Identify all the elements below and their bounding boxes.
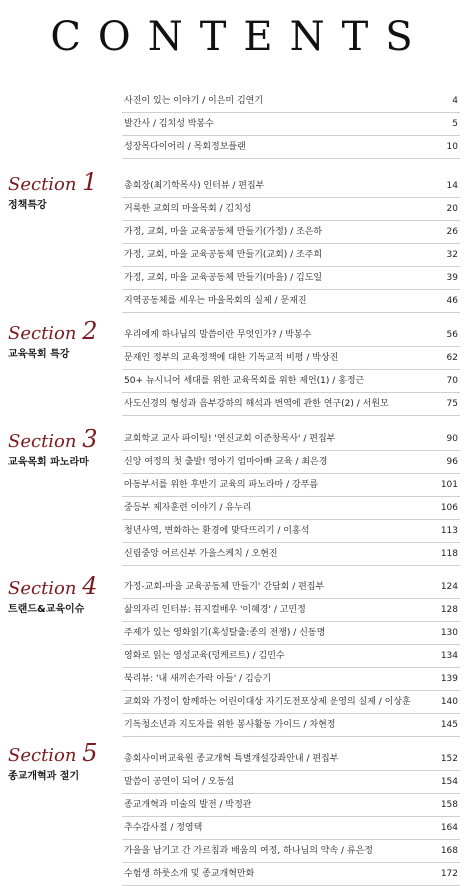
toc-page: 46 bbox=[446, 296, 458, 306]
section-subtitle: 정책특강 bbox=[8, 200, 47, 211]
section-heading-4 bbox=[8, 572, 118, 615]
toc-title: 기독청소년과 지도자를 위한 봉사활동 가이드 / 차현정 bbox=[124, 720, 336, 730]
toc-row[interactable] bbox=[122, 794, 460, 817]
toc-row[interactable] bbox=[122, 221, 460, 244]
page-title: CONTENTS bbox=[50, 14, 430, 60]
toc-page: 4 bbox=[452, 96, 458, 106]
toc-row[interactable] bbox=[122, 599, 460, 622]
toc-row[interactable] bbox=[122, 290, 460, 313]
toc-page: 101 bbox=[440, 480, 458, 490]
toc-page: 14 bbox=[446, 181, 458, 191]
toc-page: 113 bbox=[440, 526, 458, 536]
toc-title: 50+ 뉴시니어 세대를 위한 교육목회를 위한 제언(1) / 홍정근 bbox=[124, 376, 365, 386]
toc-row[interactable] bbox=[122, 198, 460, 221]
toc-title: 지역공동체를 세우는 마을목회의 실제 / 문재진 bbox=[124, 296, 307, 306]
toc-title: 아동부서를 위한 후반기 교육의 파노라마 / 강푸름 bbox=[124, 480, 319, 490]
toc-page: 164 bbox=[440, 823, 458, 833]
toc-page: 5 bbox=[452, 119, 458, 129]
toc-title: 가정, 교회, 마을 교육공동체 만들기(교회) / 조주희 bbox=[124, 250, 323, 260]
toc-row[interactable] bbox=[122, 136, 460, 159]
toc-title: 성장목다이어리 / 목회정보플랜 bbox=[124, 142, 246, 152]
toc-title: 영화로 읽는 영성교육(덩케르트) / 김민수 bbox=[124, 651, 285, 661]
toc-title: 수험생 하룻소개 및 종교개혁만화 bbox=[124, 869, 255, 879]
toc-title: 가정-교회-마을 교육공동체 만들기' 간담회 / 편집부 bbox=[124, 582, 325, 592]
toc-title: 교회와 가정이 함께하는 어린이대상 자기도전포상제 운영의 실제 / 이상훈 bbox=[124, 697, 411, 707]
toc-page: 172 bbox=[440, 869, 458, 879]
section-subtitle: 교육목회 특강 bbox=[8, 349, 70, 360]
toc-row[interactable] bbox=[122, 645, 460, 668]
section-subtitle: 트랜드&교육이슈 bbox=[8, 604, 85, 615]
toc-row[interactable] bbox=[122, 244, 460, 267]
section-label: Section 2 bbox=[8, 317, 98, 345]
toc-title: 총회사이버교육원 종교개혁 특별개설강좌안내 / 편집부 bbox=[124, 754, 339, 764]
toc-page: 168 bbox=[440, 846, 458, 856]
toc-title: 신앙 여정의 첫 출발! 영아기 엄마아빠 교육 / 최은경 bbox=[124, 457, 328, 467]
toc-title: 주제가 있는 영화읽기(혹성탈출:종의 전쟁) / 신동명 bbox=[124, 628, 326, 638]
toc-page: 62 bbox=[446, 353, 458, 363]
toc-page: 20 bbox=[446, 204, 458, 214]
toc-page: 56 bbox=[446, 330, 458, 340]
toc-title: 삶의자리 인터뷰: 뮤지컬배우 '이혜경' / 고민정 bbox=[124, 605, 306, 615]
toc-title: 거룩한 교회의 마을목회 / 김치성 bbox=[124, 204, 252, 214]
toc-row[interactable] bbox=[122, 691, 460, 714]
toc-row[interactable] bbox=[122, 668, 460, 691]
toc-page: 140 bbox=[440, 697, 458, 707]
toc-row[interactable] bbox=[122, 324, 460, 347]
toc-page: 118 bbox=[440, 549, 458, 559]
toc-page: 106 bbox=[440, 503, 458, 513]
toc-row[interactable] bbox=[122, 520, 460, 543]
toc-page: 124 bbox=[440, 582, 458, 592]
toc-row[interactable] bbox=[122, 863, 460, 886]
toc-title: 신림중앙 어르신부 가을스케치 / 오현진 bbox=[124, 549, 278, 559]
toc-title: 교회학교 교사 파이팅! '연신교회 이준창목사' / 편집부 bbox=[124, 434, 336, 444]
toc-row[interactable] bbox=[122, 714, 460, 737]
toc-title: 총회장(최기학목사) 인터뷰 / 편집부 bbox=[124, 181, 265, 191]
toc-title: 청년사역, 변화하는 환경에 맞닥뜨리기 / 이홍석 bbox=[124, 526, 310, 536]
toc-title: 가정, 교회, 마을 교육공동체 만들기(가정) / 조은하 bbox=[124, 227, 323, 237]
toc-title: 말씀이 공연이 되어 / 오동섭 bbox=[124, 777, 235, 787]
toc-title: 문재인 정부의 교육정책에 대한 기독교적 비평 / 박상진 bbox=[124, 353, 339, 363]
toc-page: 96 bbox=[446, 457, 458, 467]
toc-row[interactable] bbox=[122, 497, 460, 520]
toc-title: 가정, 교회, 마을 교육공동체 만들기(마을) / 김도일 bbox=[124, 273, 323, 283]
section-heading-1 bbox=[8, 168, 118, 211]
toc-title: 사도신경의 형성과 음부강하의 해석과 번역에 관한 연구(2) / 서원모 bbox=[124, 399, 389, 409]
toc-row[interactable] bbox=[122, 267, 460, 290]
toc-row[interactable] bbox=[122, 622, 460, 645]
toc-page: 26 bbox=[446, 227, 458, 237]
toc-page: 152 bbox=[440, 754, 458, 764]
toc-row[interactable] bbox=[122, 90, 460, 113]
section-label: Section 5 bbox=[8, 739, 98, 767]
toc-page: 130 bbox=[440, 628, 458, 638]
toc-row[interactable] bbox=[122, 175, 460, 198]
section-label: Section 1 bbox=[8, 168, 98, 196]
toc-page: 158 bbox=[440, 800, 458, 810]
toc-page: 32 bbox=[446, 250, 458, 260]
toc-row[interactable] bbox=[122, 576, 460, 599]
toc-row[interactable] bbox=[122, 748, 460, 771]
section-label: Section 4 bbox=[8, 572, 98, 600]
section-heading-5 bbox=[8, 739, 118, 782]
toc-row[interactable] bbox=[122, 428, 460, 451]
toc-page: 75 bbox=[446, 399, 458, 409]
toc-row[interactable] bbox=[122, 347, 460, 370]
toc-row[interactable] bbox=[122, 474, 460, 497]
toc-title: 북리뷰: '내 새끼손가락 아들' / 김승기 bbox=[124, 674, 272, 684]
toc-page: 39 bbox=[446, 273, 458, 283]
section-subtitle: 종교개혁과 절기 bbox=[8, 771, 80, 782]
toc-page: 134 bbox=[440, 651, 458, 661]
toc-row[interactable] bbox=[122, 393, 460, 416]
toc-page: 10 bbox=[446, 142, 458, 152]
toc-row[interactable] bbox=[122, 817, 460, 840]
toc-row[interactable] bbox=[122, 771, 460, 794]
toc-page: 70 bbox=[446, 376, 458, 386]
toc-row[interactable] bbox=[122, 543, 460, 566]
toc-page: 90 bbox=[446, 434, 458, 444]
section-label: Section 3 bbox=[8, 425, 98, 453]
toc-row[interactable] bbox=[122, 113, 460, 136]
toc-row[interactable] bbox=[122, 370, 460, 393]
toc-page: 145 bbox=[440, 720, 458, 730]
toc-title: 추수감사절 / 정영택 bbox=[124, 823, 203, 833]
toc-title: 우리에게 하나님의 말씀이란 무엇인가? / 박봉수 bbox=[124, 330, 312, 340]
toc-title: 발간사 / 김치성 박봉수 bbox=[124, 119, 214, 129]
toc-row[interactable] bbox=[122, 451, 460, 474]
section-subtitle: 교육목회 파노라마 bbox=[8, 457, 89, 468]
section-heading-3 bbox=[8, 425, 118, 468]
toc-title: 가을을 남기고 간 가르침과 배움의 여정, 하나님의 약속 / 류은정 bbox=[124, 846, 373, 856]
toc-title: 중등부 제자훈련 이야기 / 유누리 bbox=[124, 503, 252, 513]
toc-page: 139 bbox=[440, 674, 458, 684]
toc-title: 사진이 있는 이야기 / 이은미 김연기 bbox=[124, 96, 264, 106]
toc-title: 종교개혁과 미술의 발전 / 박정관 bbox=[124, 800, 252, 810]
toc-page: 154 bbox=[440, 777, 458, 787]
section-heading-2 bbox=[8, 317, 118, 360]
toc-row[interactable] bbox=[122, 840, 460, 863]
toc-page: 128 bbox=[440, 605, 458, 615]
